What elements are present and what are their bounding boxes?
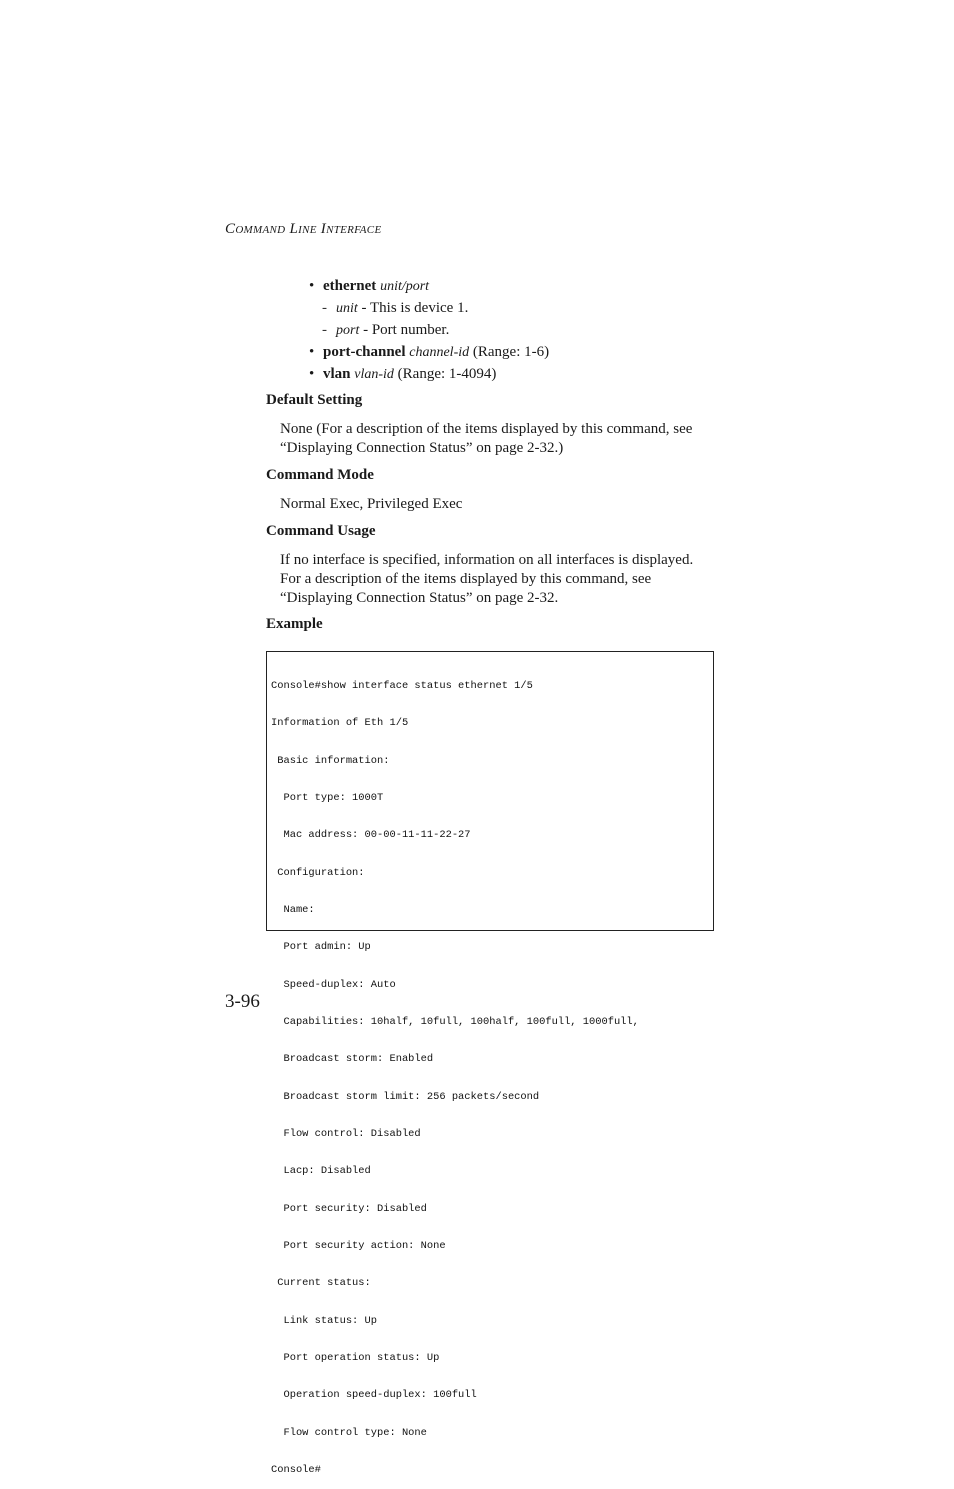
command-usage-text <box>280 551 693 608</box>
heading-example: Example <box>266 616 323 632</box>
console-line: Speed-duplex: Auto <box>271 978 396 991</box>
console-line: Name: <box>271 903 315 916</box>
default-setting-line-2: “Displaying Connection Status” on page 2-32.) <box>280 440 564 456</box>
console-line: Broadcast storm: Enabled <box>271 1053 434 1066</box>
arg-unit-port: unit/port <box>380 279 430 294</box>
bullet-icon: • <box>309 344 315 360</box>
arg-channel-id: channel-id <box>409 345 470 360</box>
header-small-ommand: OMMAND <box>235 224 286 236</box>
option-vlan <box>309 364 496 385</box>
heading-command-usage: Command Usage <box>266 523 376 539</box>
console-line: Port operation status: Up <box>271 1352 440 1365</box>
option-port-channel <box>309 342 549 363</box>
header-cap-c: C <box>225 221 236 237</box>
arg-port: port <box>336 323 360 338</box>
console-line: Link status: Up <box>271 1314 378 1327</box>
dash-icon: - <box>322 322 327 338</box>
console-line: Basic information: <box>271 754 390 767</box>
console-line: Mac address: 00-00-11-11-22-27 <box>271 829 471 842</box>
console-line: Lacp: Disabled <box>271 1165 371 1178</box>
sub-option-port <box>322 320 449 341</box>
bullet-icon: • <box>309 278 315 294</box>
header-small-nterface: NTERFACE <box>326 224 382 236</box>
page-number: 3-96 <box>225 991 260 1012</box>
console-line: Current status: <box>271 1277 371 1290</box>
command-mode-text: Normal Exec, Privileged Exec <box>280 496 463 512</box>
dash-icon: - <box>322 300 327 316</box>
port-description: - Port number. <box>359 322 450 338</box>
default-setting-text <box>280 420 692 458</box>
default-setting-line-1: None (For a description of the items displayed by this command, see <box>280 421 693 437</box>
header-cap-l: L <box>289 221 299 237</box>
command-usage-line-2: For a description of the items displayed by this command, see <box>280 571 652 587</box>
command-usage-line-3: “Displaying Connection Status” on page 2-32. <box>280 590 559 606</box>
option-ethernet <box>309 276 429 297</box>
console-line: Port admin: Up <box>271 941 371 954</box>
heading-default-setting: Default Setting <box>266 392 363 408</box>
keyword-vlan: vlan <box>323 366 351 382</box>
vlan-range: (Range: 1-4094) <box>393 366 497 382</box>
console-line: Configuration: <box>271 866 365 879</box>
console-line: Port type: 1000T <box>271 791 384 804</box>
console-line: Broadcast storm limit: 256 packets/second <box>271 1090 540 1103</box>
console-output-box <box>266 651 714 1477</box>
header-small-ine: INE <box>298 224 317 236</box>
console-line: Port security action: None <box>271 1240 446 1253</box>
arg-unit: unit <box>336 301 358 316</box>
arg-vlan-id: vlan-id <box>354 367 394 382</box>
header-cap-i: I <box>320 221 327 237</box>
console-line: Flow control type: None <box>271 1426 427 1439</box>
console-line: Port security: Disabled <box>271 1202 427 1215</box>
unit-description: - This is device 1. <box>357 300 469 316</box>
console-line: Capabilities: 10half, 10full, 100half, 100full, 1000full, <box>271 1016 639 1028</box>
port-channel-range: (Range: 1-6) <box>469 344 550 360</box>
heading-command-mode: Command Mode <box>266 467 374 483</box>
console-line: Console#show interface status ethernet 1/5 <box>271 679 533 692</box>
bullet-icon: • <box>309 366 315 382</box>
running-header <box>225 221 381 238</box>
keyword-ethernet: ethernet <box>323 278 377 294</box>
command-usage-line-1: If no interface is specified, information on all interfaces is displayed. <box>280 552 694 568</box>
console-line: Operation speed-duplex: 100full <box>271 1389 477 1402</box>
console-line: Flow control: Disabled <box>271 1128 421 1141</box>
console-line: Console# <box>271 1464 321 1477</box>
keyword-port-channel: port-channel <box>323 344 406 360</box>
console-line: Information of Eth 1/5 <box>271 717 409 730</box>
sub-option-unit <box>322 298 468 319</box>
